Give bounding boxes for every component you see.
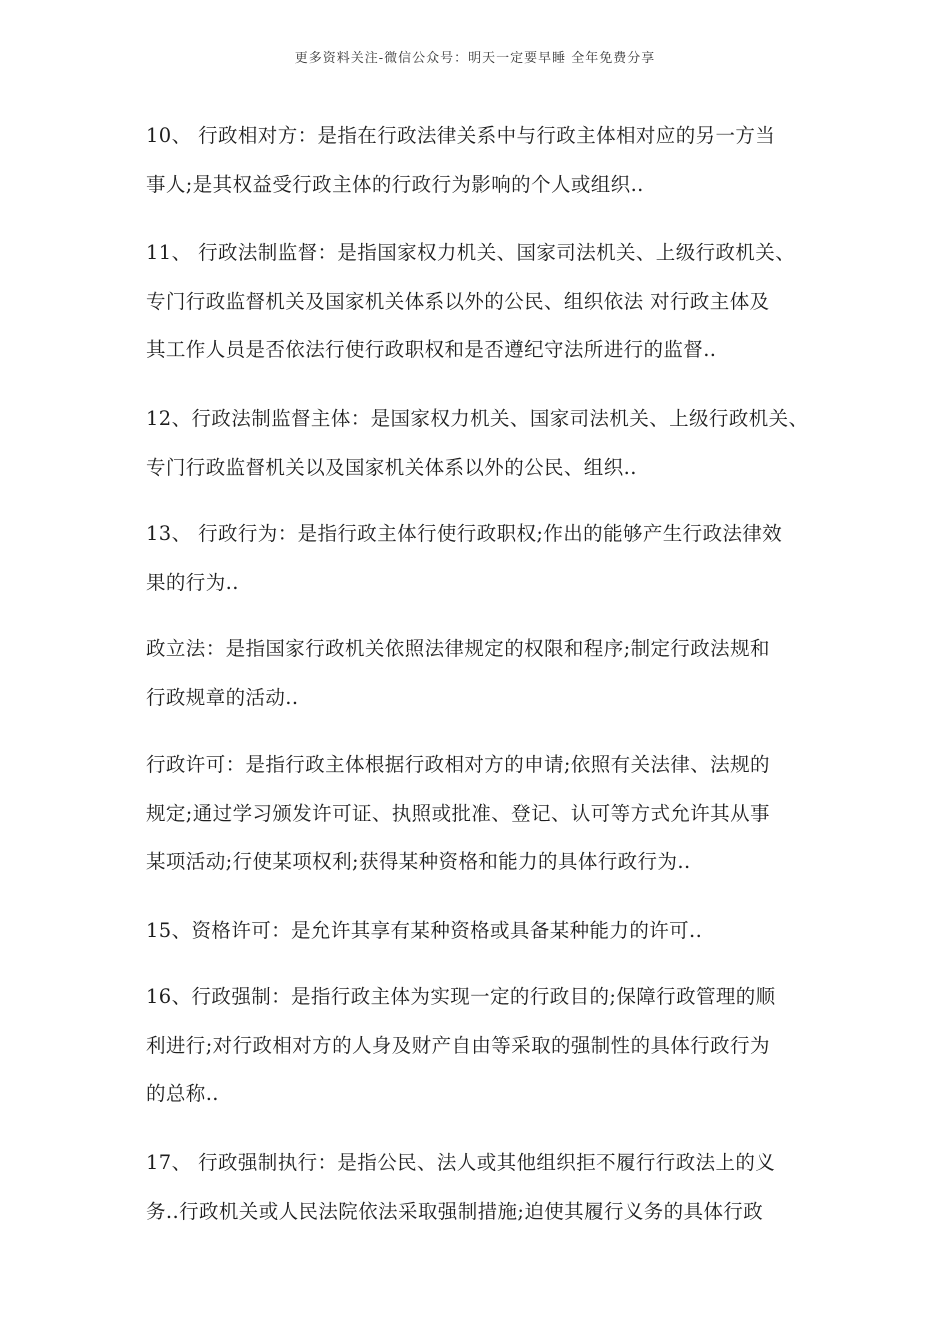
paragraph-administrative-legislation (146, 625, 810, 722)
paragraph-15 (146, 907, 810, 956)
paragraph-line: 利进行;对行政相对方的人身及财产自由等采取的强制性的具体行政行为 (146, 1033, 770, 1057)
paragraph-line: 行政规章的活动.. (146, 685, 299, 709)
paragraph-17 (146, 1139, 810, 1236)
paragraph-line: 务..行政机关或人民法院依法采取强制措施;迫使其履行义务的具体行政 (146, 1199, 764, 1223)
paragraph-line: 17、 行政强制执行：是指公民、法人或其他组织拒不履行行政法上的义 (146, 1151, 776, 1174)
paragraph-12 (146, 395, 810, 492)
paragraph-line: 某项活动;行使某项权利;获得某种资格和能力的具体行政行为.. (146, 850, 691, 873)
paragraph-line: 16、行政强制：是指行政主体为实现一定的行政目的;保障行政管理的顺 (146, 985, 776, 1008)
paragraph-13 (146, 510, 810, 607)
paragraph-line: 事人;是其权益受行政主体的行政行为影响的个人或组织.. (146, 172, 644, 196)
paragraph-11 (146, 229, 810, 375)
paragraph-administrative-license (146, 741, 810, 887)
paragraph-line: 专门行政监督机关及国家机关体系以外的公民、组织依法 对行政主体及 (146, 289, 770, 313)
paragraph-line: 规定;通过学习颁发许可证、执照或批准、登记、认可等方式允许其从事 (146, 801, 770, 825)
paragraph-line: 12、行政法制监督主体：是国家权力机关、国家司法机关、上级行政机关、 (146, 407, 809, 430)
paragraph-line: 10、 行政相对方：是指在行政法律关系中与行政主体相对应的另一方当 (146, 124, 776, 147)
paragraph-10 (146, 112, 810, 209)
paragraph-line: 11、 行政法制监督：是指国家权力机关、国家司法机关、上级行政机关、 (146, 241, 796, 264)
paragraph-line: 专门行政监督机关以及国家机关体系以外的公民、组织.. (146, 455, 637, 479)
paragraph-line: 15、资格许可：是允许其享有某种资格或具备某种能力的许可.. (146, 919, 703, 942)
paragraph-line: 的总称.. (146, 1082, 219, 1105)
paragraph-line: 果的行为.. (146, 570, 239, 594)
paragraph-line: 行政许可：是指行政主体根据行政相对方的申请;依照有关法律、法规的 (146, 753, 770, 776)
paragraph-line: 政立法：是指国家行政机关依照法律规定的权限和程序;制定行政法规和 (146, 637, 770, 660)
paragraph-16 (146, 973, 810, 1119)
page-header: 更多资料关注-微信公众号：明天一定要早睡 全年免费分享 (294, 51, 656, 66)
paragraph-line: 其工作人员是否依法行使行政职权和是否遵纪守法所进行的监督.. (146, 338, 717, 361)
paragraph-line: 13、 行政行为：是指行政主体行使行政职权;作出的能够产生行政法律效 (146, 522, 783, 545)
